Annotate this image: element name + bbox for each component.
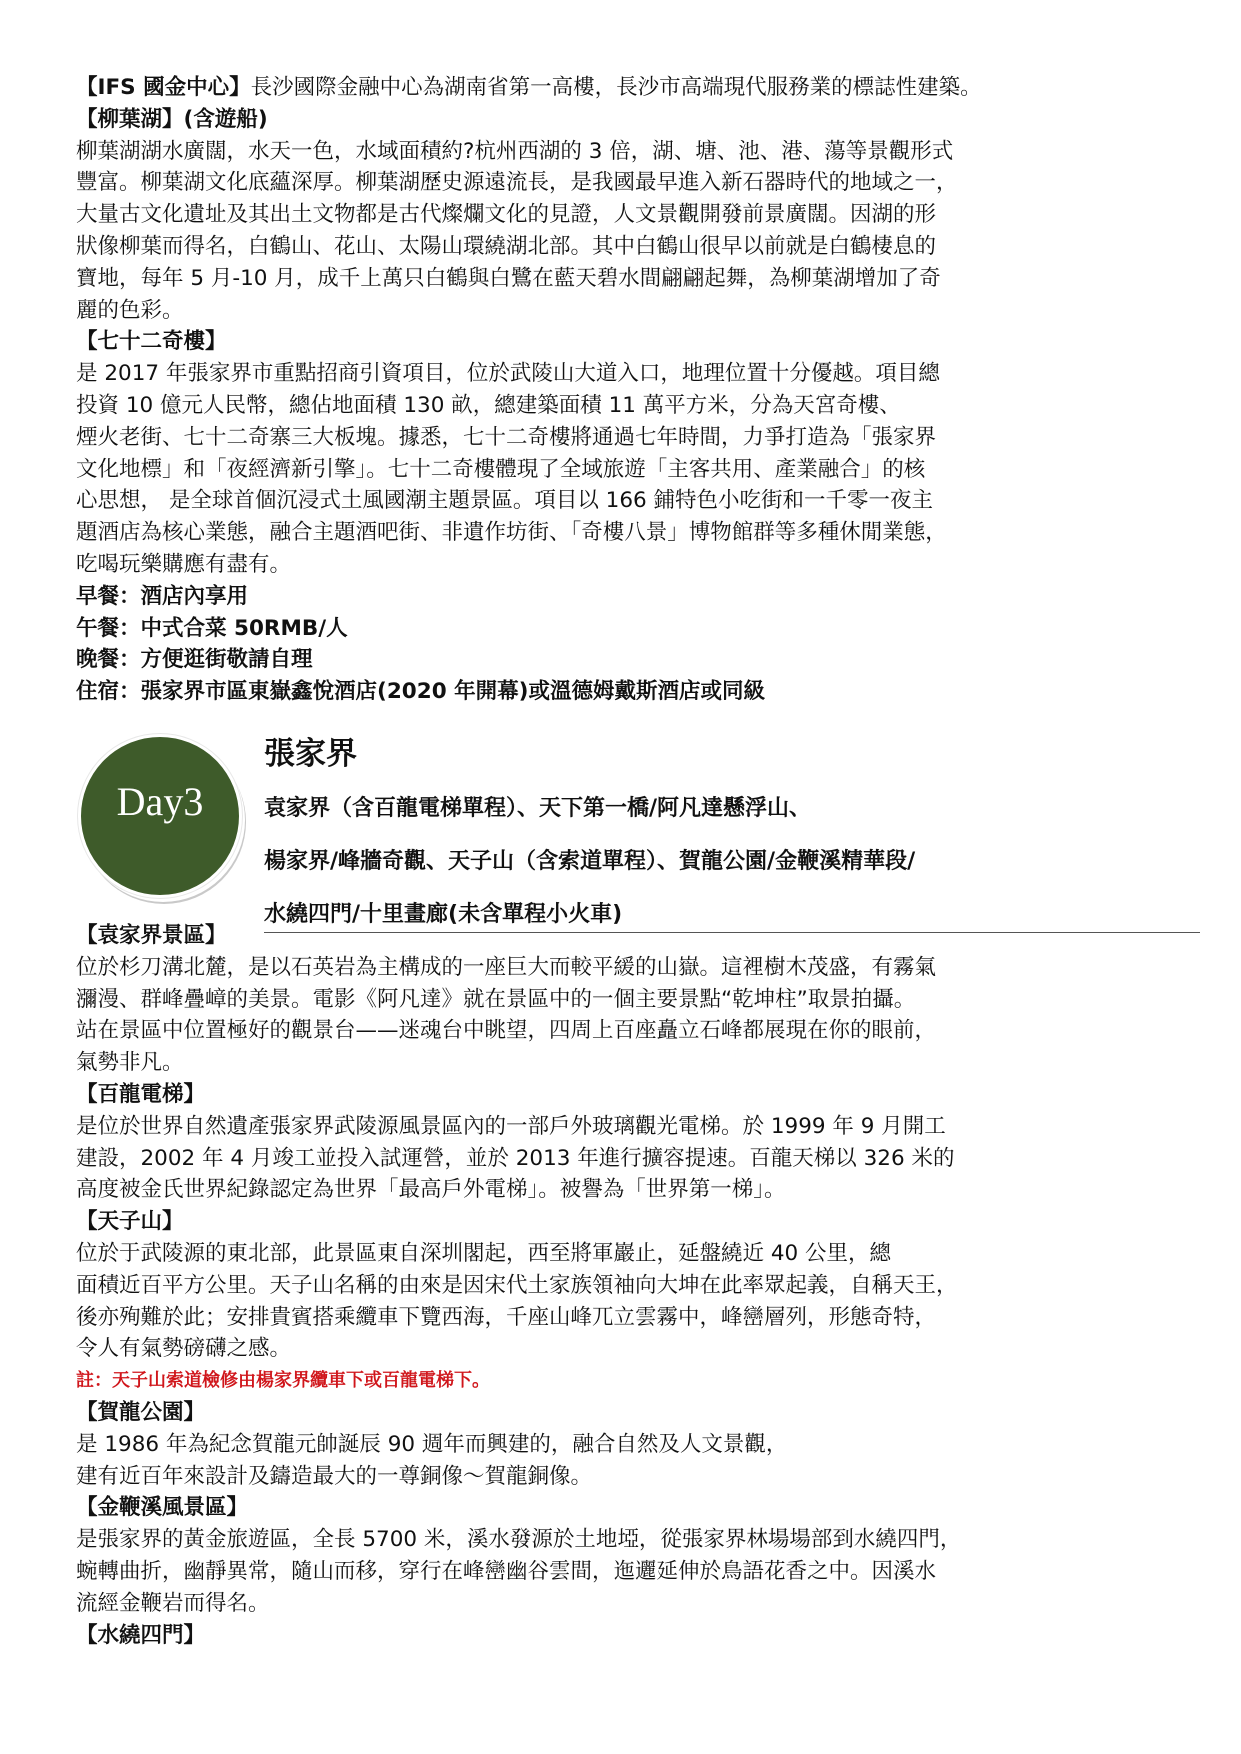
paragraph-line: 柳葉湖湖水廣闊，水天一色，水域面積約?杭州西湖的 3 倍，湖、塘、池、港、蕩等景觀形式: [76, 138, 954, 164]
paragraph-line: 文化地標」和「夜經濟新引擎」。七十二奇樓體現了全域旅遊「主客共用、產業融合」的核: [76, 456, 926, 482]
paragraph-line: 瀰漫、群峰疊嶂的美景。電影《阿凡達》就在景區中的一個主要景點“乾坤柱”取景拍攝。: [76, 986, 916, 1012]
paragraph-line: 狀像柳葉而得名，白鶴山、花山、太陽山環繞湖北部。其中白鶴山很早以前就是白鶴棲息的: [76, 233, 937, 259]
section-heading-bailong-elevator: 【百龍電梯】: [76, 1081, 206, 1107]
paragraph-line: 令人有氣勢磅礴之感。: [76, 1336, 292, 1362]
paragraph-line: 流經金鞭岩而得名。: [76, 1590, 270, 1616]
paragraph-line: 豐富。柳葉湖文化底蘊深厚。柳葉湖歷史源遠流長，是我國最早進入新石器時代的地域之一，: [76, 170, 958, 196]
paragraph-line: 是位於世界自然遺產張家界武陵源風景區內的一部戶外玻璃觀光電梯。於 1999 年 9 月開工: [76, 1113, 946, 1139]
section-heading-shuiraosimen: 【水繞四門】: [76, 1622, 206, 1648]
day3-badge: [78, 734, 242, 898]
section-heading-helong-park: 【賀龍公園】: [76, 1399, 206, 1425]
day3-route-line-2: 楊家界/峰牆奇觀、天子山（含索道單程）、賀龍公園/金鞭溪精華段/: [264, 849, 916, 874]
paragraph-line: 麗的色彩。: [76, 297, 184, 323]
day3-route-line-3: 水繞四門/十里畫廊(未含單程小火車): [264, 902, 623, 927]
paragraph-line: 投資 10 億元人民幣，總佔地面積 130 畝，總建築面積 11 萬平方米，分為天宮奇樓、: [76, 392, 901, 418]
ifs-description: 長沙國際金融中心為湖南省第一高樓，長沙市高端現代服務業的標誌性建築。: [250, 75, 982, 100]
breakfast-line: 早餐：酒店內享用: [76, 583, 249, 609]
cableway-note: 註：天子山索道檢修由楊家界纜車下或百龍電梯下。: [76, 1370, 490, 1392]
accommodation-line: 住宿：張家界市區東嶽鑫悅酒店(2020 年開幕)或溫德姆戴斯酒店或同級: [76, 679, 765, 705]
paragraph-line: 位於杉刀溝北麓，是以石英岩為主構成的一座巨大而較平緩的山嶽。這裡樹木茂盛，有霧氣: [76, 954, 937, 980]
paragraph-line: 煙火老街、七十二奇寨三大板塊。據悉，七十二奇樓將通過七年時間，力爭打造為「張家界: [76, 424, 937, 450]
day3-header: [76, 732, 1176, 927]
section-heading-jinbianxi: 【金鞭溪風景區】: [76, 1495, 249, 1521]
day3-route-line-1: 袁家界（含百龍電梯單程）、天下第一橋/阿凡達懸浮山、: [264, 796, 812, 821]
lunch-line: 午餐：中式合菜 50RMB/人: [76, 615, 348, 641]
section-heading-liuyehu: 【柳葉湖】(含遊船): [76, 106, 268, 132]
ifs-line: [76, 72, 1176, 104]
itinerary-bottom-section: [76, 920, 1176, 1651]
itinerary-top-section: [76, 72, 1176, 708]
section-heading-yuanjiajie: 【袁家界景區】: [76, 923, 227, 948]
paragraph-line: 是 2017 年張家界市重點招商引資項目，位於武陵山大道入口，地理位置十分優越。項目總: [76, 361, 940, 387]
paragraph-line: 站在景區中位置極好的觀景台——迷魂台中眺望，四周上百座矗立石峰都展現在你的眼前，: [76, 1018, 937, 1044]
day3-title: 張家界: [264, 736, 357, 772]
paragraph-line: 吃喝玩樂購應有盡有。: [76, 551, 292, 577]
paragraph-line: 面積近百平方公里。天子山名稱的由來是因宋代土家族領袖向大坤在此率眾起義，自稱天王，: [76, 1272, 958, 1298]
paragraph-line: 高度被金氏世界紀錄認定為世界「最高戶外電梯」。被譽為「世界第一梯」。: [76, 1177, 786, 1203]
paragraph-line: 建設，2002 年 4 月竣工並投入試運營，並於 2013 年進行擴容提速。百龍天梯以 326 米的: [76, 1145, 955, 1171]
paragraph-line: 是 1986 年為紀念賀龍元帥誕辰 90 週年而興建的，融合自然及人文景觀，: [76, 1431, 788, 1457]
dinner-line: 晚餐：方便逛街敬請自理: [76, 647, 313, 673]
day3-badge-label: Day3: [116, 779, 204, 824]
paragraph-line: 位於于武陵源的東北部，此景區東自深圳閣起，西至將軍巖止，延盤繞近 40 公里，總: [76, 1240, 892, 1266]
section-heading-72-buildings: 【七十二奇樓】: [76, 329, 227, 355]
ifs-heading: 【IFS 國金中心】: [76, 75, 251, 100]
paragraph-line: 後亦殉難於此；安排貴賓搭乘纜車下覽西海，千座山峰兀立雲霧中，峰巒層列，形態奇特，: [76, 1304, 937, 1330]
paragraph-line: 心思想， 是全球首個沉浸式土風國潮主題景區。項目以 166 鋪特色小吃街和一千零一夜主: [76, 488, 934, 514]
paragraph-line: 題酒店為核心業態，融合主題酒吧街、非遺作坊街、「奇樓八景」博物館群等多種休閒業態，: [76, 520, 947, 546]
paragraph-line: 建有近百年來設計及鑄造最大的一尊銅像～賀龍銅像。: [76, 1463, 593, 1489]
paragraph-line: 氣勢非凡。: [76, 1050, 184, 1076]
paragraph-line: 是張家界的黃金旅遊區，全長 5700 米，溪水發源於土地埡，從張家界林場場部到水繞四門，: [76, 1527, 962, 1553]
paragraph-line: 蜿轉曲折，幽靜異常，隨山而移，穿行在峰巒幽谷雲間，迤邐延伸於鳥語花香之中。因溪水: [76, 1558, 937, 1584]
paragraph-line: 寶地，每年 5 月-10 月，成千上萬只白鶴與白鷺在藍天碧水間翩翩起舞，為柳葉湖增加了奇: [76, 265, 941, 291]
paragraph-line: 大量古文化遺址及其出土文物都是古代燦爛文化的見證，人文景觀開發前景廣闊。因湖的形: [76, 202, 937, 228]
section-heading-tianzishan: 【天子山】: [76, 1209, 184, 1235]
